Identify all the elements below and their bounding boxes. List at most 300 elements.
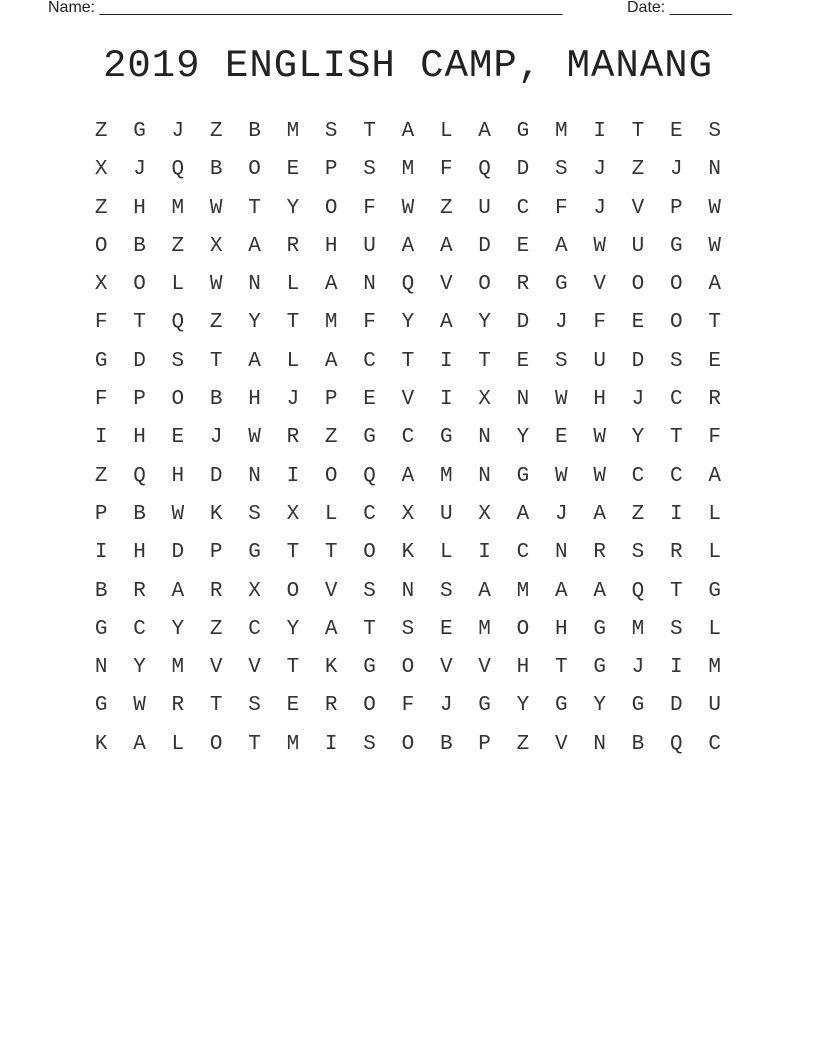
- grid-letter: T: [209, 349, 223, 373]
- grid-letter: N: [248, 273, 261, 297]
- grid-letter: Y: [401, 311, 415, 335]
- grid-letter: T: [209, 694, 223, 718]
- grid-letter: G: [94, 617, 108, 641]
- grid-letter: O: [401, 732, 415, 756]
- grid-letter: F: [363, 311, 376, 335]
- grid-letter: T: [670, 426, 683, 450]
- grid-letter: O: [670, 311, 683, 335]
- grid-letter: H: [171, 464, 185, 488]
- grid-letter: W: [708, 196, 721, 220]
- grid-letter: I: [94, 426, 108, 450]
- grid-letter: F: [593, 311, 606, 335]
- grid-letter: N: [593, 732, 606, 756]
- grid-letter: O: [209, 732, 223, 756]
- grid-letter: B: [209, 388, 223, 412]
- grid-letter: D: [670, 694, 683, 718]
- grid-letter: F: [363, 196, 376, 220]
- grid-letter: A: [133, 732, 146, 756]
- grid-row: [82, 419, 734, 457]
- grid-letter: D: [631, 349, 645, 373]
- grid-letter: K: [94, 732, 108, 756]
- grid-letter: A: [401, 464, 415, 488]
- grid-letter: H: [593, 388, 606, 412]
- grid-letter: A: [171, 579, 185, 603]
- grid-letter: S: [363, 158, 376, 182]
- grid-row: [82, 534, 734, 572]
- grid-letter: A: [324, 617, 338, 641]
- grid-letter: W: [708, 234, 721, 258]
- grid-letter: G: [94, 694, 108, 718]
- grid-letter: G: [248, 541, 261, 565]
- grid-letter: M: [516, 579, 530, 603]
- grid-letter: Z: [209, 617, 223, 641]
- grid-letter: H: [133, 196, 146, 220]
- grid-letter: H: [554, 617, 568, 641]
- grid-letter: A: [324, 349, 338, 373]
- grid-letter: O: [363, 541, 376, 565]
- grid-letter: J: [554, 311, 568, 335]
- grid-letter: S: [708, 120, 721, 143]
- grid-letter: N: [401, 579, 415, 603]
- grid-letter: J: [209, 426, 223, 450]
- grid-letter: W: [593, 464, 606, 488]
- grid-letter: V: [439, 656, 453, 680]
- grid-letter: W: [209, 273, 223, 297]
- grid-letter: E: [286, 158, 300, 182]
- grid-letter: L: [286, 349, 300, 373]
- grid-letter: E: [516, 349, 530, 373]
- grid-letter: T: [324, 541, 338, 565]
- grid-letter: Z: [516, 732, 530, 756]
- grid-letter: Y: [478, 311, 491, 335]
- grid-letter: G: [554, 694, 568, 718]
- grid-letter: I: [670, 656, 683, 680]
- grid-letter: Q: [631, 579, 645, 603]
- grid-letter: A: [708, 464, 721, 488]
- grid-letter: O: [478, 273, 491, 297]
- grid-letter: A: [439, 234, 453, 258]
- grid-row: [82, 687, 734, 725]
- grid-letter: G: [133, 120, 146, 143]
- grid-letter: C: [631, 464, 645, 488]
- grid-letter: T: [631, 120, 645, 143]
- grid-letter: T: [286, 656, 300, 680]
- grid-letter: M: [286, 120, 300, 143]
- grid-letter: G: [363, 656, 376, 680]
- grid-letter: A: [478, 579, 491, 603]
- grid-letter: I: [324, 732, 338, 756]
- grid-letter: Y: [631, 426, 645, 450]
- grid-letter: U: [363, 234, 376, 258]
- grid-letter: R: [209, 579, 223, 603]
- grid-letter: C: [670, 388, 683, 412]
- grid-letter: S: [401, 617, 415, 641]
- grid-letter: X: [248, 579, 261, 603]
- grid-letter: V: [324, 579, 338, 603]
- grid-letter: C: [516, 541, 530, 565]
- grid-letter: F: [439, 158, 453, 182]
- grid-letter: V: [593, 273, 606, 297]
- grid-letter: G: [708, 579, 721, 603]
- grid-letter: W: [593, 234, 606, 258]
- grid-letter: N: [478, 464, 491, 488]
- grid-letter: P: [324, 158, 338, 182]
- grid-letter: B: [94, 579, 108, 603]
- grid-letter: J: [593, 158, 606, 182]
- grid-letter: I: [286, 464, 300, 488]
- grid-letter: Z: [631, 502, 645, 526]
- grid-letter: C: [670, 464, 683, 488]
- grid-letter: J: [670, 158, 683, 182]
- grid-letter: V: [248, 656, 261, 680]
- grid-letter: A: [516, 502, 530, 526]
- grid-letter: A: [439, 311, 453, 335]
- grid-letter: I: [670, 502, 683, 526]
- grid-letter: W: [133, 694, 146, 718]
- grid-letter: N: [248, 464, 261, 488]
- grid-letter: P: [94, 502, 108, 526]
- grid-letter: E: [439, 617, 453, 641]
- grid-letter: W: [554, 464, 568, 488]
- grid-row: [82, 266, 734, 304]
- grid-letter: Y: [593, 694, 606, 718]
- grid-letter: Z: [209, 120, 223, 143]
- grid-letter: I: [439, 388, 453, 412]
- grid-letter: J: [171, 120, 185, 143]
- grid-row: [82, 190, 734, 228]
- grid-letter: N: [94, 656, 108, 680]
- grid-letter: B: [209, 158, 223, 182]
- grid-letter: Z: [94, 196, 108, 220]
- grid-letter: M: [171, 656, 185, 680]
- grid-letter: I: [593, 120, 606, 143]
- grid-row: [82, 726, 734, 764]
- grid-letter: R: [708, 388, 721, 412]
- grid-letter: R: [324, 694, 338, 718]
- grid-letter: C: [516, 196, 530, 220]
- grid-letter: H: [324, 234, 338, 258]
- grid-letter: D: [516, 158, 530, 182]
- grid-letter: R: [516, 273, 530, 297]
- grid-letter: G: [439, 426, 453, 450]
- grid-row: [82, 611, 734, 649]
- grid-letter: G: [593, 656, 606, 680]
- grid-letter: T: [363, 617, 376, 641]
- grid-letter: X: [478, 502, 491, 526]
- grid-letter: O: [324, 196, 338, 220]
- grid-letter: L: [439, 120, 453, 143]
- grid-letter: I: [94, 541, 108, 565]
- grid-letter: C: [708, 732, 721, 756]
- grid-letter: L: [324, 502, 338, 526]
- grid-letter: Q: [133, 464, 146, 488]
- grid-letter: F: [94, 388, 108, 412]
- grid-letter: B: [631, 732, 645, 756]
- grid-letter: O: [171, 388, 185, 412]
- grid-letter: H: [133, 541, 146, 565]
- grid-letter: A: [708, 273, 721, 297]
- grid-letter: P: [324, 388, 338, 412]
- word-search-grid: [82, 113, 734, 764]
- grid-letter: V: [478, 656, 491, 680]
- grid-letter: V: [401, 388, 415, 412]
- grid-letter: I: [478, 541, 491, 565]
- grid-letter: M: [171, 196, 185, 220]
- grid-letter: T: [133, 311, 146, 335]
- grid-letter: C: [363, 349, 376, 373]
- grid-letter: V: [631, 196, 645, 220]
- grid-letter: A: [554, 234, 568, 258]
- grid-letter: F: [94, 311, 108, 335]
- grid-letter: O: [248, 158, 261, 182]
- grid-letter: S: [248, 694, 261, 718]
- grid-letter: X: [209, 234, 223, 258]
- grid-letter: R: [133, 579, 146, 603]
- grid-letter: C: [401, 426, 415, 450]
- grid-letter: A: [593, 579, 606, 603]
- grid-letter: X: [401, 502, 415, 526]
- grid-letter: O: [363, 694, 376, 718]
- grid-letter: A: [248, 234, 261, 258]
- grid-letter: W: [171, 502, 185, 526]
- grid-row: [82, 381, 734, 419]
- grid-row: [82, 649, 734, 687]
- grid-letter: Z: [209, 311, 223, 335]
- grid-letter: Y: [516, 426, 530, 450]
- grid-letter: P: [670, 196, 683, 220]
- grid-letter: L: [171, 732, 185, 756]
- grid-letter: X: [478, 388, 491, 412]
- grid-letter: G: [363, 426, 376, 450]
- grid-letter: O: [324, 464, 338, 488]
- grid-letter: Z: [94, 464, 108, 488]
- grid-letter: K: [324, 656, 338, 680]
- grid-letter: Y: [286, 196, 300, 220]
- grid-letter: U: [439, 502, 453, 526]
- grid-letter: K: [209, 502, 223, 526]
- grid-letter: G: [631, 694, 645, 718]
- page-title: 2019 ENGLISH CAMP, MANANG: [102, 44, 714, 88]
- grid-letter: M: [439, 464, 453, 488]
- grid-letter: T: [363, 120, 376, 143]
- grid-letter: O: [94, 234, 108, 258]
- grid-letter: C: [248, 617, 261, 641]
- grid-letter: S: [554, 158, 568, 182]
- grid-letter: O: [516, 617, 530, 641]
- grid-letter: E: [631, 311, 645, 335]
- grid-letter: T: [286, 541, 300, 565]
- grid-letter: T: [401, 349, 415, 373]
- grid-row: [82, 458, 734, 496]
- grid-letter: Z: [439, 196, 453, 220]
- grid-letter: O: [133, 273, 146, 297]
- grid-letter: Z: [94, 120, 108, 143]
- grid-letter: S: [363, 732, 376, 756]
- grid-row: [82, 113, 734, 151]
- grid-letter: X: [94, 158, 108, 182]
- grid-letter: S: [363, 579, 376, 603]
- grid-letter: R: [171, 694, 185, 718]
- grid-letter: P: [133, 388, 146, 412]
- grid-letter: G: [478, 694, 491, 718]
- grid-letter: S: [171, 349, 185, 373]
- grid-letter: B: [133, 502, 146, 526]
- grid-letter: Z: [324, 426, 338, 450]
- grid-letter: A: [401, 120, 415, 143]
- grid-row: [82, 304, 734, 342]
- grid-letter: F: [708, 426, 721, 450]
- grid-letter: D: [209, 464, 223, 488]
- grid-letter: D: [516, 311, 530, 335]
- grid-letter: A: [593, 502, 606, 526]
- grid-letter: A: [324, 273, 338, 297]
- grid-letter: O: [401, 656, 415, 680]
- grid-letter: K: [401, 541, 415, 565]
- grid-letter: G: [516, 464, 530, 488]
- grid-letter: T: [478, 349, 491, 373]
- grid-letter: N: [516, 388, 530, 412]
- worksheet-header: [48, 0, 748, 20]
- grid-letter: S: [631, 541, 645, 565]
- grid-letter: O: [286, 579, 300, 603]
- grid-letter: E: [708, 349, 721, 373]
- grid-letter: L: [708, 617, 721, 641]
- grid-row: [82, 343, 734, 381]
- grid-letter: L: [708, 541, 721, 565]
- grid-letter: B: [248, 120, 261, 143]
- grid-letter: M: [478, 617, 491, 641]
- grid-letter: P: [478, 732, 491, 756]
- grid-letter: E: [670, 120, 683, 143]
- grid-letter: Y: [248, 311, 261, 335]
- grid-letter: U: [593, 349, 606, 373]
- grid-row: [82, 228, 734, 266]
- grid-letter: H: [248, 388, 261, 412]
- grid-letter: S: [554, 349, 568, 373]
- grid-letter: M: [286, 732, 300, 756]
- grid-letter: E: [363, 388, 376, 412]
- grid-letter: F: [554, 196, 568, 220]
- grid-row: [82, 151, 734, 189]
- grid-letter: B: [439, 732, 453, 756]
- grid-letter: D: [478, 234, 491, 258]
- grid-letter: L: [286, 273, 300, 297]
- grid-letter: A: [478, 120, 491, 143]
- grid-letter: S: [670, 617, 683, 641]
- grid-letter: U: [631, 234, 645, 258]
- grid-letter: L: [171, 273, 185, 297]
- grid-letter: T: [248, 196, 261, 220]
- grid-letter: N: [478, 426, 491, 450]
- grid-letter: G: [94, 349, 108, 373]
- grid-letter: W: [209, 196, 223, 220]
- grid-letter: C: [363, 502, 376, 526]
- grid-letter: T: [286, 311, 300, 335]
- grid-letter: Z: [171, 234, 185, 258]
- grid-letter: S: [670, 349, 683, 373]
- grid-letter: J: [286, 388, 300, 412]
- grid-letter: M: [401, 158, 415, 182]
- grid-letter: W: [554, 388, 568, 412]
- grid-letter: J: [631, 656, 645, 680]
- grid-letter: E: [516, 234, 530, 258]
- grid-letter: F: [401, 694, 415, 718]
- grid-letter: Y: [516, 694, 530, 718]
- grid-letter: Z: [631, 158, 645, 182]
- grid-letter: E: [554, 426, 568, 450]
- grid-letter: V: [554, 732, 568, 756]
- grid-letter: Q: [401, 273, 415, 297]
- grid-letter: N: [554, 541, 568, 565]
- grid-letter: Y: [286, 617, 300, 641]
- grid-letter: X: [94, 273, 108, 297]
- grid-letter: U: [478, 196, 491, 220]
- grid-letter: N: [708, 158, 721, 182]
- grid-letter: R: [286, 234, 300, 258]
- grid-letter: S: [248, 502, 261, 526]
- grid-letter: Q: [363, 464, 376, 488]
- grid-letter: N: [363, 273, 376, 297]
- grid-letter: W: [401, 196, 415, 220]
- grid-letter: R: [593, 541, 606, 565]
- grid-letter: M: [631, 617, 645, 641]
- grid-letter: R: [286, 426, 300, 450]
- grid-letter: M: [324, 311, 338, 335]
- grid-letter: Y: [133, 656, 146, 680]
- grid-letter: Q: [171, 158, 185, 182]
- grid-letter: T: [248, 732, 261, 756]
- date-field: Date: _______: [627, 0, 732, 16]
- grid-letter: J: [439, 694, 453, 718]
- grid-letter: D: [133, 349, 146, 373]
- grid-row: [82, 496, 734, 534]
- grid-letter: A: [401, 234, 415, 258]
- grid-letter: V: [439, 273, 453, 297]
- grid-letter: M: [554, 120, 568, 143]
- grid-letter: I: [439, 349, 453, 373]
- grid-letter: R: [670, 541, 683, 565]
- grid-letter: L: [708, 502, 721, 526]
- grid-letter: D: [171, 541, 185, 565]
- grid-letter: E: [286, 694, 300, 718]
- grid-letter: C: [133, 617, 146, 641]
- grid-letter: E: [171, 426, 185, 450]
- name-field: Name: ____________________________________________________: [48, 0, 563, 16]
- grid-letter: O: [631, 273, 645, 297]
- grid-letter: T: [708, 311, 721, 335]
- grid-letter: J: [631, 388, 645, 412]
- grid-letter: M: [708, 656, 721, 680]
- grid-letter: H: [516, 656, 530, 680]
- grid-letter: U: [708, 694, 721, 718]
- grid-letter: G: [516, 120, 530, 143]
- grid-letter: G: [670, 234, 683, 258]
- grid-letter: A: [554, 579, 568, 603]
- grid-letter: L: [439, 541, 453, 565]
- grid-letter: O: [670, 273, 683, 297]
- grid-letter: X: [286, 502, 300, 526]
- grid-letter: G: [593, 617, 606, 641]
- grid-letter: P: [209, 541, 223, 565]
- grid-letter: Q: [171, 311, 185, 335]
- grid-letter: Q: [478, 158, 491, 182]
- grid-letter: G: [554, 273, 568, 297]
- grid-letter: J: [133, 158, 146, 182]
- grid-letter: H: [133, 426, 146, 450]
- grid-letter: W: [593, 426, 606, 450]
- grid-letter: B: [133, 234, 146, 258]
- grid-letter: T: [670, 579, 683, 603]
